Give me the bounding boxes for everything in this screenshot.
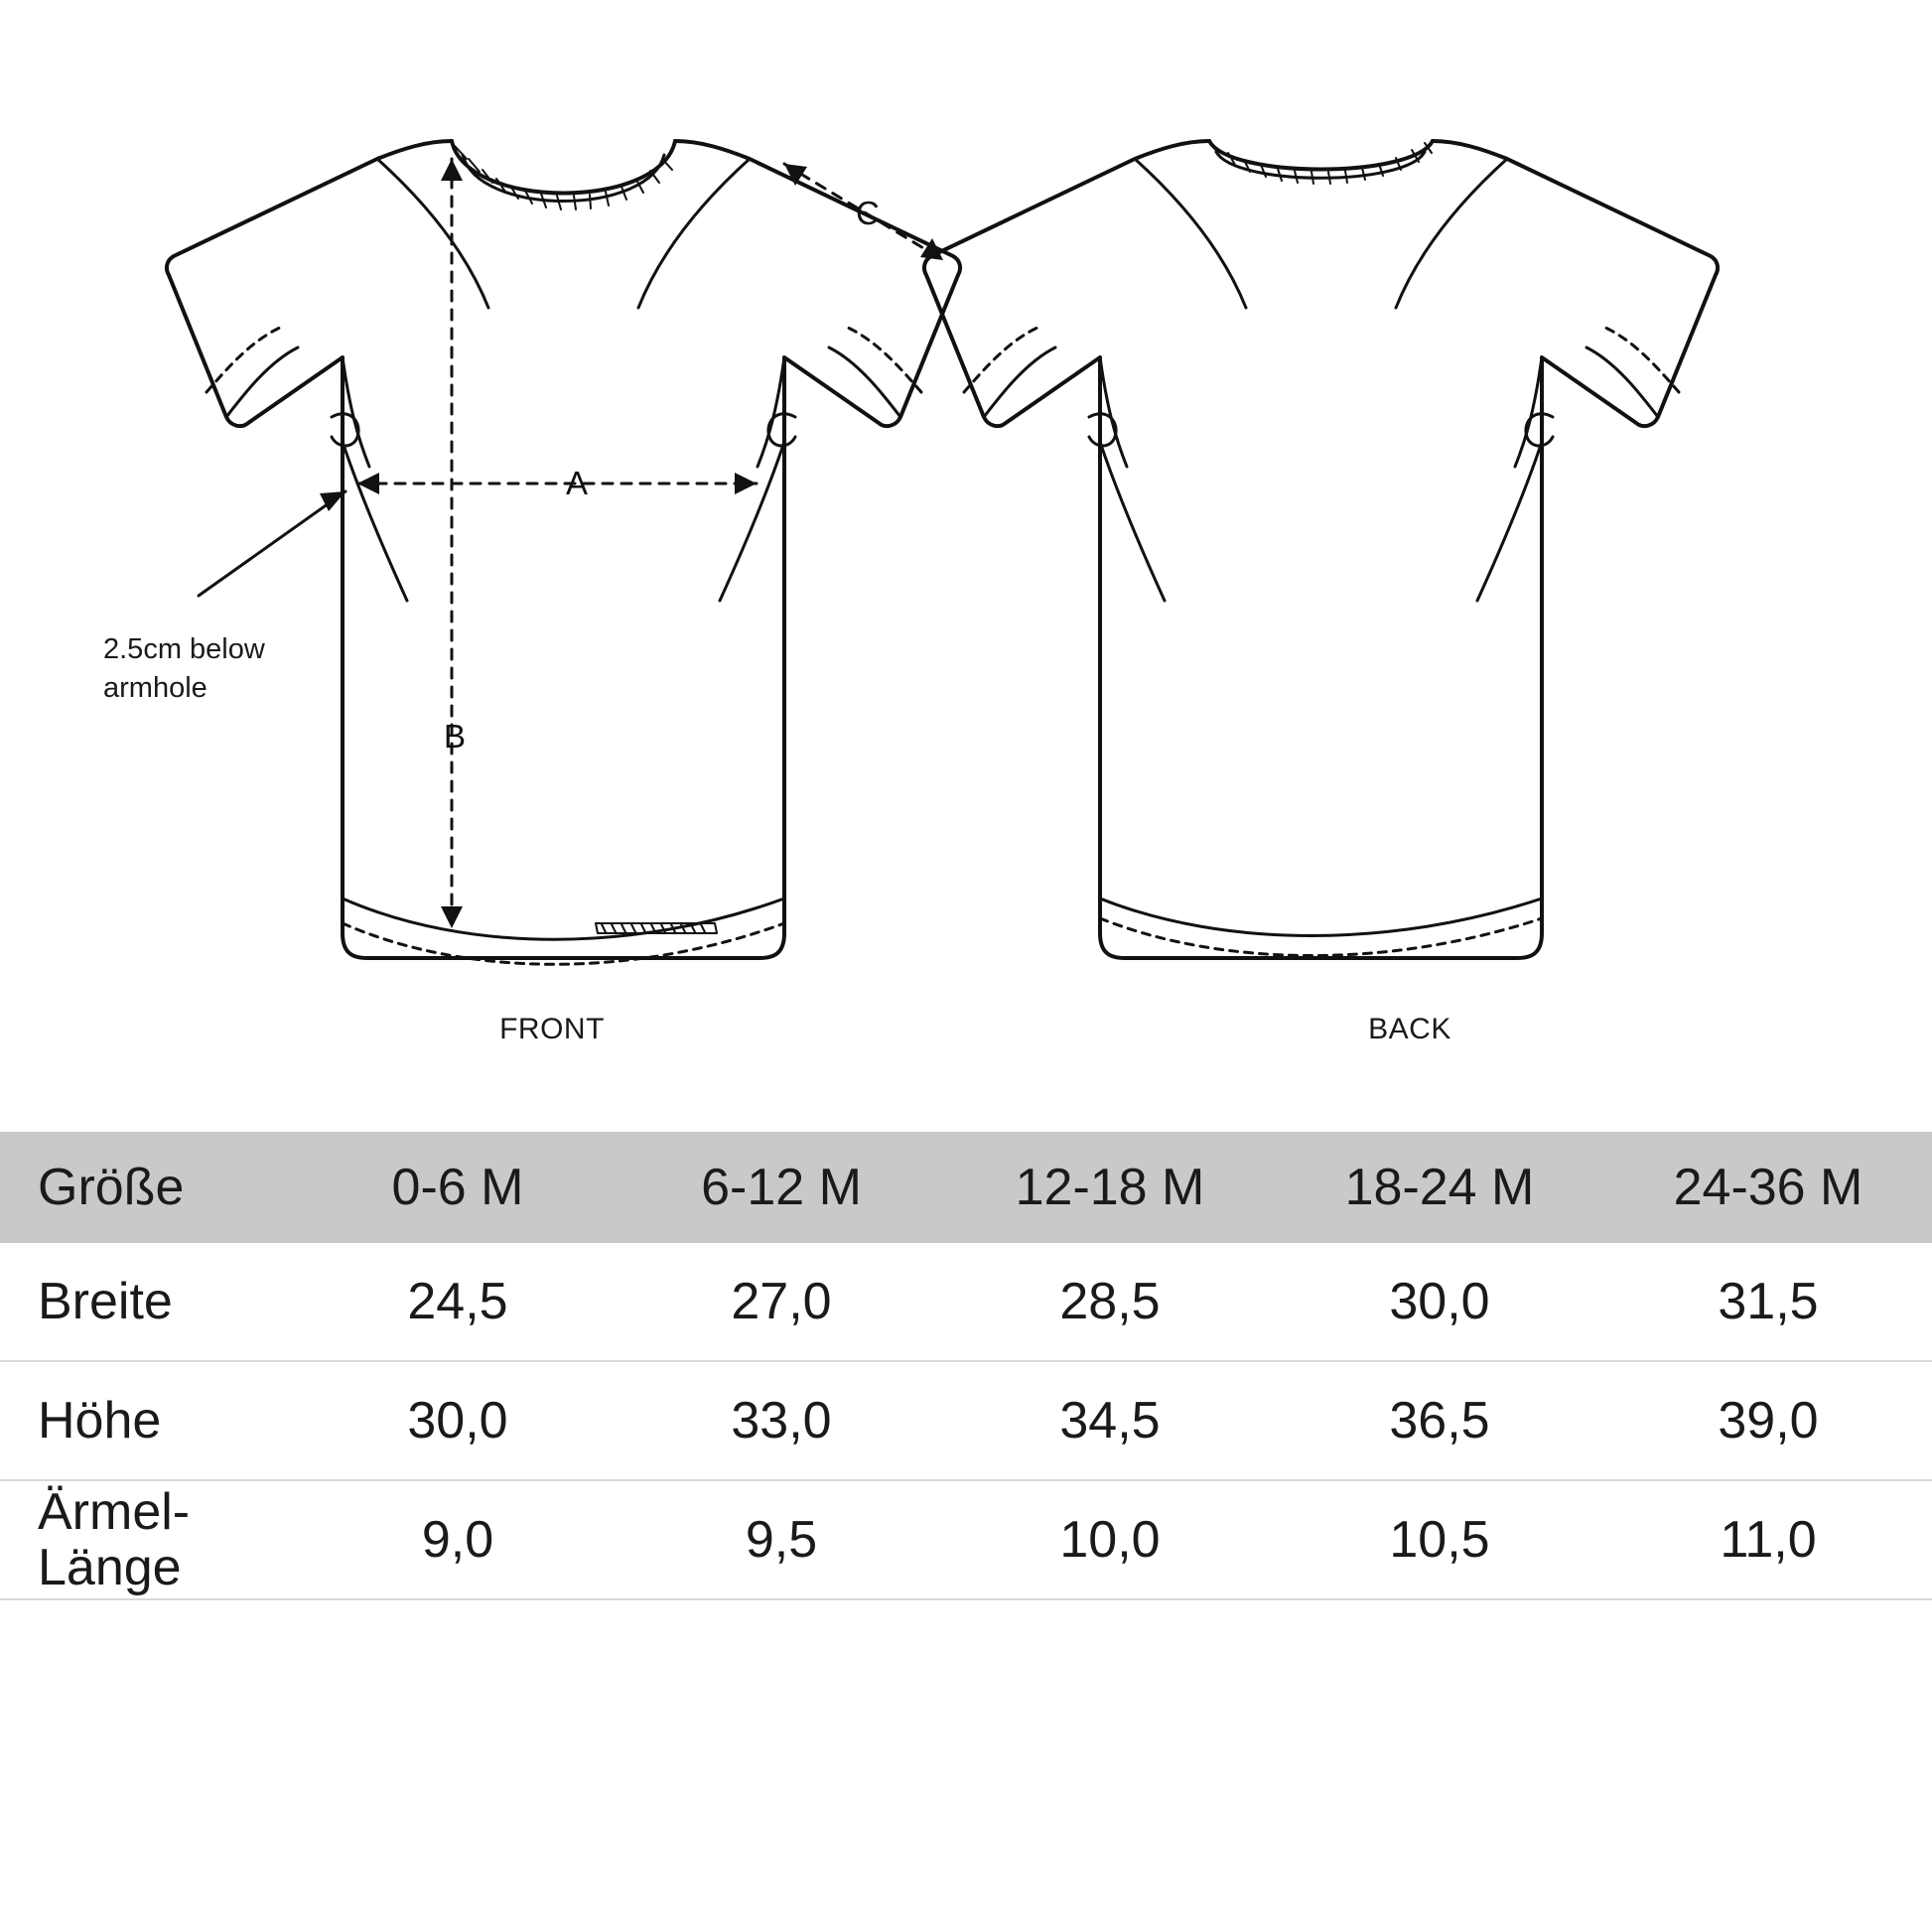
row-label-line1: Ärmel- [38, 1482, 191, 1541]
cell-aermel-18-24m: 10,5 [1275, 1480, 1604, 1599]
cell-aermel-12-18m: 10,0 [945, 1480, 1275, 1599]
table-header-18-24m: 18-24 M [1275, 1132, 1604, 1243]
cell-aermel-0-6m: 9,0 [298, 1480, 618, 1599]
cell-hoehe-0-6m: 30,0 [298, 1361, 618, 1480]
size-table [0, 1132, 1932, 1600]
back-shirt-outline [924, 141, 1718, 958]
table-row [0, 1243, 1932, 1361]
size-table-wrapper [0, 1132, 1932, 1600]
armhole-note: 2.5cm below armhole [103, 633, 265, 705]
cell-hoehe-6-12m: 33,0 [618, 1361, 945, 1480]
table-header-24-36m: 24-36 M [1604, 1132, 1932, 1243]
cell-hoehe-24-36m: 39,0 [1604, 1361, 1932, 1480]
cell-aermel-6-12m: 9,5 [618, 1480, 945, 1599]
row-label-line2: Länge [38, 1539, 182, 1596]
table-row [0, 1361, 1932, 1480]
measurement-guides [199, 159, 943, 928]
row-label-hoehe: Höhe [0, 1361, 298, 1480]
dimension-label-a: A [566, 465, 589, 501]
cell-breite-6-12m: 27,0 [618, 1243, 945, 1361]
table-header-0-6m: 0-6 M [298, 1132, 618, 1243]
row-label-breite: Breite [0, 1243, 298, 1361]
row-label-aermel-laenge [0, 1480, 298, 1599]
dimension-label-b: B [444, 718, 467, 755]
front-shirt-outline [167, 141, 960, 964]
cell-hoehe-18-24m: 36,5 [1275, 1361, 1604, 1480]
cell-breite-24-36m: 31,5 [1604, 1243, 1932, 1361]
caption-back: BACK [1368, 1013, 1451, 1045]
table-header-12-18m: 12-18 M [945, 1132, 1275, 1243]
table-row [0, 1480, 1932, 1599]
cell-breite-12-18m: 28,5 [945, 1243, 1275, 1361]
cell-breite-18-24m: 30,0 [1275, 1243, 1604, 1361]
dimension-label-c: C [856, 195, 880, 231]
caption-front: FRONT [499, 1013, 605, 1045]
cell-hoehe-12-18m: 34,5 [945, 1361, 1275, 1480]
table-header-6-12m: 6-12 M [618, 1132, 945, 1243]
table-header-size: Größe [0, 1132, 298, 1243]
cell-breite-0-6m: 24,5 [298, 1243, 618, 1361]
cell-aermel-24-36m: 11,0 [1604, 1480, 1932, 1599]
table-header-row [0, 1132, 1932, 1243]
